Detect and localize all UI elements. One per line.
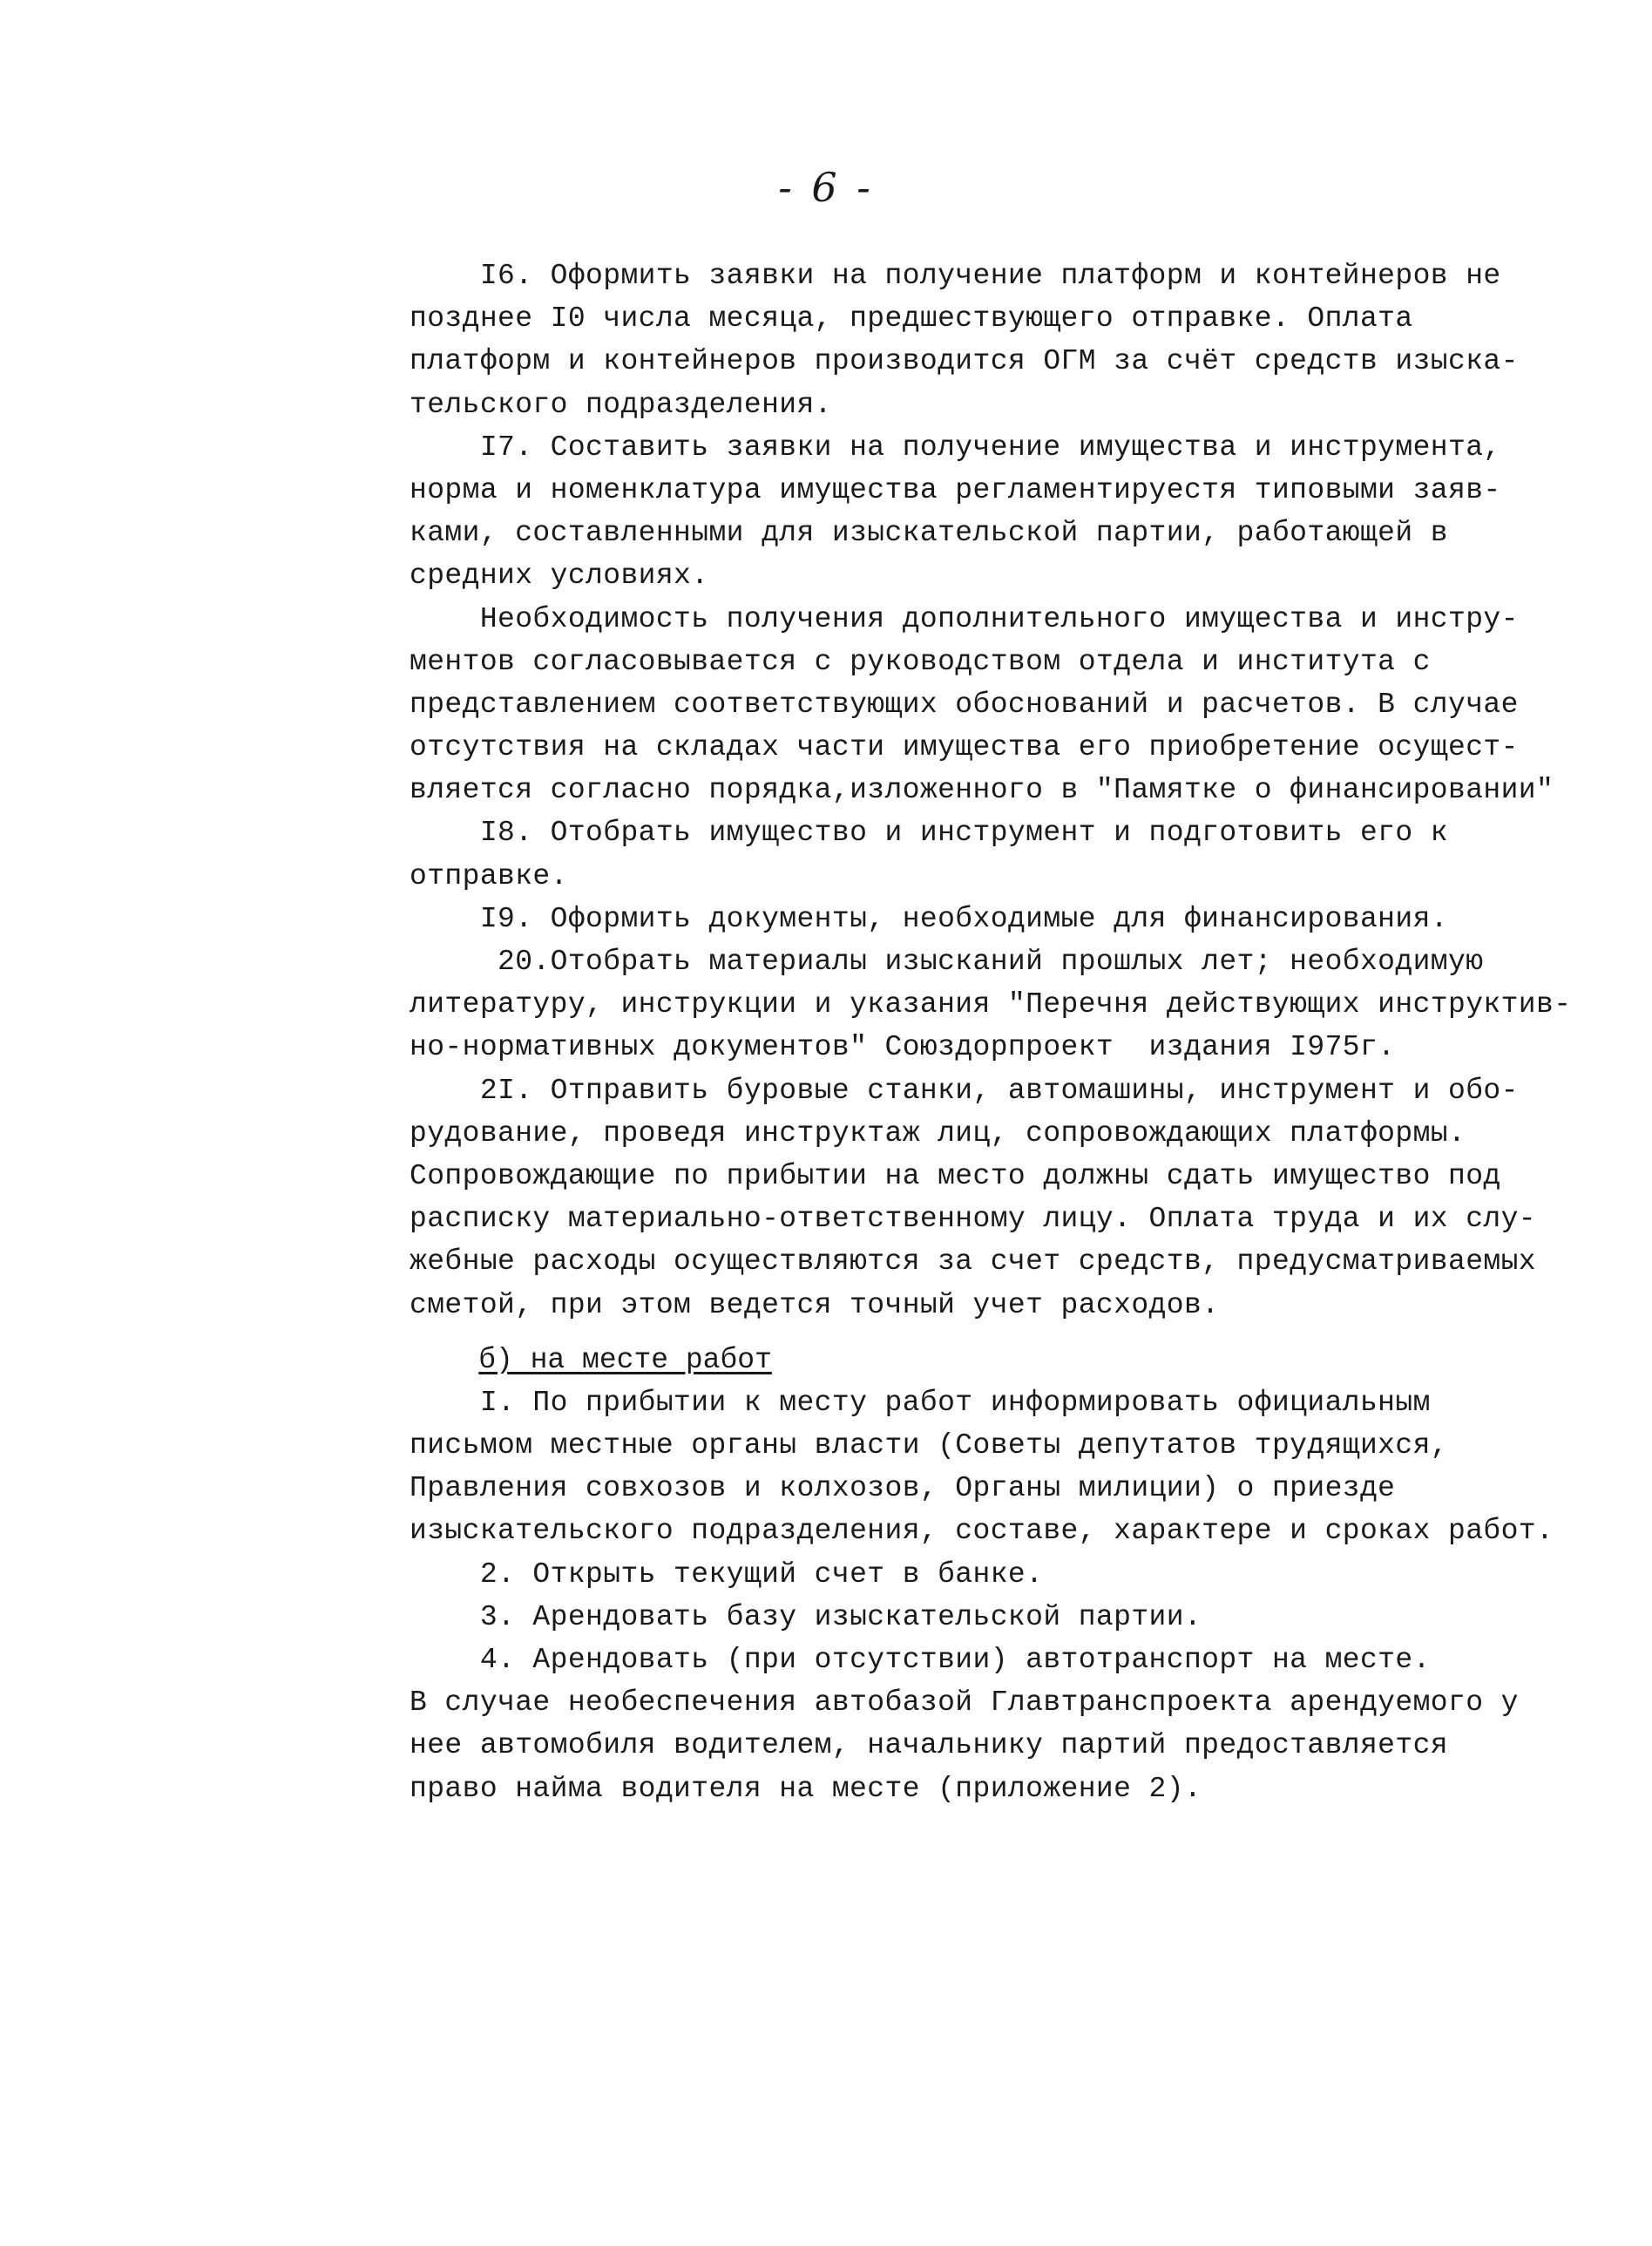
text-line: изыскательского подразделения, составе, характере и сроках работ. [410,1515,1554,1548]
page-number: - 6 - [778,164,874,211]
text-line: ками, составленными для изыскательской партии, работающей в [410,517,1448,550]
document-body [410,254,1594,1810]
section-heading: б) на месте работ [478,1343,772,1376]
text-line: литературу, инструкции и указания "Перечня действующих инструктив- [410,988,1572,1021]
text-line: расписку материально-ответственному лицу. Оплата труда и их слу- [410,1203,1537,1236]
text-line: сметой, при этом ведется точный учет расходов. [410,1288,1220,1321]
text-line: Необходимость получения дополнительного имущества и инстру- [410,602,1519,635]
text-line: письмом местные органы власти (Советы депутатов трудящихся, [410,1429,1448,1462]
text-line: ментов согласовывается с руководством отдела и института с [410,645,1431,678]
text-line: отправке. [410,859,568,892]
text-line: I6. Оформить заявки на получение платформ и контейнеров не [410,260,1501,292]
text-line: платформ и контейнеров производится ОГМ за счёт средств изыска- [410,345,1519,378]
text-line: 4. Арендовать (при отсутствии) автотранспорт на месте. [410,1644,1431,1676]
section-heading-row [410,1339,1594,1381]
text-line: 2I. Отправить буровые станки, автомашины, инструмент и обо- [410,1074,1519,1107]
text-line: нее автомобиля водителем, начальнику партий предоставляется [410,1729,1448,1762]
text-line: Сопровождающие по прибытии на место должны сдать имущество под [410,1159,1501,1192]
text-line: средних условиях. [410,560,709,593]
text-line: тельского подразделения. [410,388,832,421]
text-line: отсутствия на складах части имущества его приобретение осущест- [410,731,1519,764]
text-line: I7. Составить заявки на получение имущества и инструмента, [410,431,1501,464]
text-line: представлением соответствующих обоснований и расчетов. В случае [410,688,1519,721]
text-line: право найма водителя на месте (приложение 2). [410,1772,1202,1805]
text-line: Правления совхозов и колхозов, Органы милиции) о приезде [410,1472,1396,1505]
text-line: I9. Оформить документы, необходимые для финансирования. [410,902,1448,935]
text-line: 2. Открыть текущий счет в банке. [410,1557,1044,1591]
text-line: но-нормативных документов" Союздорпроект издания I975г. [410,1031,1396,1064]
text-line: жебные расходы осуществляются за счет средств, предусматриваемых [410,1245,1537,1279]
text-line: В случае необеспечения автобазой Главтранспроекта арендуемого у [410,1686,1519,1720]
text-line: I. По прибытии к месту работ информировать официальным [410,1386,1431,1419]
text-line: норма и номенклатура имущества регламентируестя типовыми заяв- [410,473,1501,506]
text-line: позднее I0 числа месяца, предшествующего отправке. Оплата [410,302,1413,336]
text-line: 3. Арендовать базу изыскательской партии. [410,1600,1202,1633]
text-line: рудование, проведя инструктаж лиц, сопровождающих платформы. [410,1116,1466,1150]
text-line: I8. Отобрать имущество и инструмент и подготовить его к [410,817,1448,850]
text-line: вляется согласно порядка,изложенного в "Памятке о финансировании" [410,774,1554,807]
text-line: 20.Отобрать материалы изысканий прошлых лет; необходимую [410,946,1484,978]
